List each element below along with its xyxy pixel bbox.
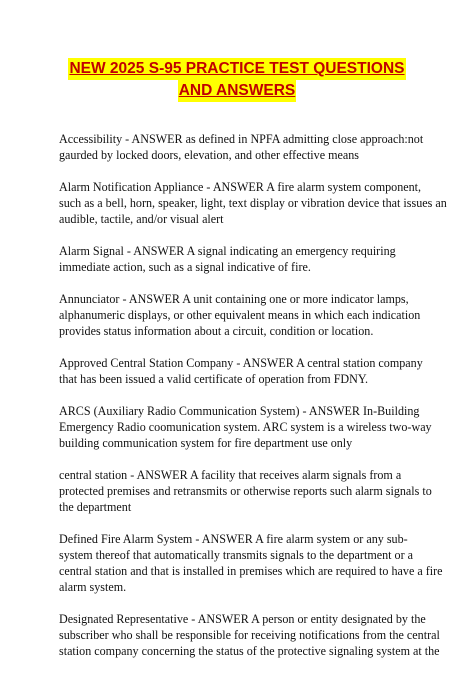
qa-entry-line: central station and that is installed in premises which are required to have a fire: [59, 564, 443, 578]
qa-entry: [59, 403, 432, 451]
title-line-2: AND ANSWERS: [178, 80, 297, 102]
qa-entry-line: provides status information about a circuit, condition or location.: [59, 324, 374, 338]
qa-entry: [59, 291, 419, 339]
qa-entry-line: Alarm Signal - ANSWER A signal indicating an emergency requiring: [59, 244, 396, 258]
qa-entry-line: Alarm Notification Appliance - ANSWER A fire alarm system component,: [59, 180, 422, 194]
qa-entry-line: central station - ANSWER A facility that receives alarm signals from a: [59, 468, 402, 482]
qa-entry-line: Annunciator - ANSWER A unit containing one or more indicator lamps,: [59, 292, 409, 306]
qa-entry-line: that has been issued a valid certificate of operation from FDNY.: [59, 372, 369, 386]
qa-entries: [59, 131, 447, 675]
qa-entry: [59, 611, 440, 659]
qa-entry: [59, 131, 424, 163]
qa-entry: [59, 179, 447, 227]
qa-entry-line: protected premises and retransmits or otherwise reports such alarm signals to: [59, 484, 432, 498]
qa-entry-line: immediate action, such as a signal indicative of fire.: [59, 260, 311, 274]
qa-entry-line: audible, tactile, and/or visual alert: [59, 212, 224, 226]
qa-entry-line: alphanumeric displays, or other equivalent means in which each indication: [59, 308, 421, 322]
qa-entry: [59, 467, 432, 515]
qa-entry-line: ARCS (Auxiliary Radio Communication System) - ANSWER In-Building: [59, 404, 420, 418]
qa-entry-line: Emergency Radio coomunication system. ARC system is a wireless two-way: [59, 420, 432, 434]
qa-entry-line: system thereof that automatically transmits signals to the department or a: [59, 548, 413, 562]
qa-entry-line: Accessibility - ANSWER as defined in NPFA admitting close approach:not: [59, 132, 424, 146]
qa-entry-line: building communication system for fire department use only: [59, 436, 353, 450]
qa-entry-line: Designated Representative - ANSWER A person or entity designated by the: [59, 612, 426, 626]
qa-entry: [59, 243, 419, 275]
document-title: [0, 58, 474, 102]
qa-entry-line: Approved Central Station Company - ANSWER A central station company: [59, 356, 423, 370]
title-line-1: NEW 2025 S-95 PRACTICE TEST QUESTIONS: [68, 58, 405, 80]
qa-entry-line: the department: [59, 500, 132, 514]
qa-entry-line: Defined Fire Alarm System - ANSWER A fire alarm system or any sub-: [59, 532, 408, 546]
qa-entry: [59, 355, 423, 387]
qa-entry-line: gaurded by locked doors, elevation, and other effective means: [59, 148, 359, 162]
qa-entry-line: such as a bell, horn, speaker, light, text display or vibration device that issues an: [59, 196, 447, 210]
qa-entry-line: alarm system.: [59, 580, 127, 594]
qa-entry: [59, 531, 443, 595]
qa-entry-line: subscriber who shall be responsible for receiving notifications from the central: [59, 628, 440, 642]
qa-entry-line: station company concerning the status of the protective signaling system at the: [59, 644, 440, 658]
